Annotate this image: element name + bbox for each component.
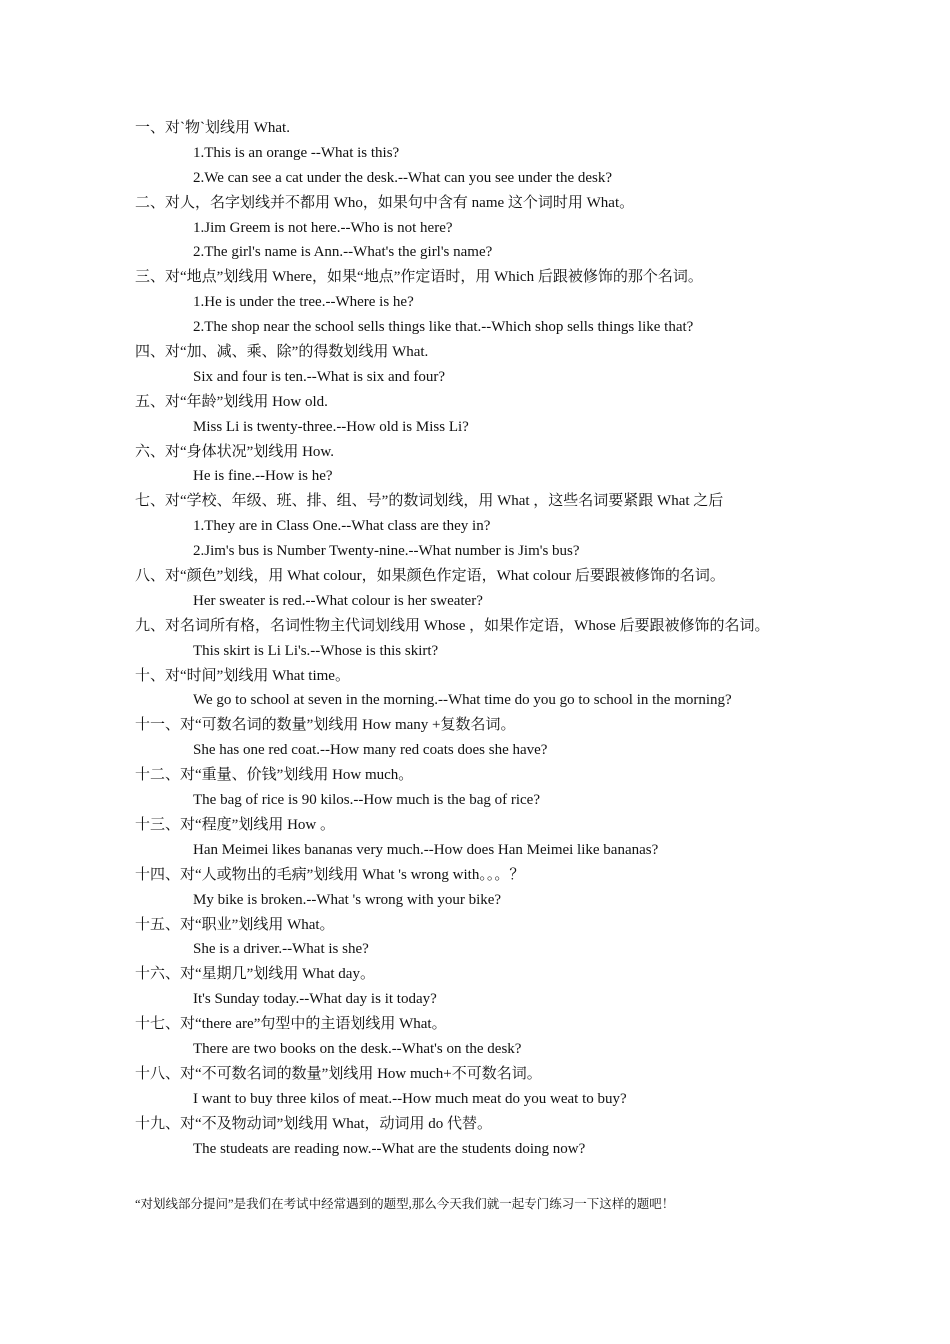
- section-heading: 十五、对“职业”划线用 What。: [135, 916, 335, 933]
- section-heading: 五、对“年龄”划线用 How old.: [135, 393, 328, 410]
- section-heading: 十二、对“重量、价钱”划线用 How much。: [135, 767, 414, 784]
- example-sentence: It's Sunday today.--What day is it today?: [193, 991, 437, 1008]
- section-heading: 八、对“颜色”划线，用 What colour，如果颜色作定语，What colour 后要跟被修饰的名词。: [135, 568, 725, 585]
- section-heading: 一、对`物`划线用 What.: [135, 120, 290, 136]
- example-sentence: I want to buy three kilos of meat.--How much meat do you weat to buy?: [193, 1090, 627, 1107]
- section-9: [135, 614, 925, 664]
- section-12: [135, 763, 925, 813]
- document-content: [135, 116, 925, 1161]
- section-19: [135, 1112, 925, 1162]
- example-sentence: She has one red coat.--How many red coats does she have?: [193, 742, 548, 759]
- example-sentence: The bag of rice is 90 kilos.--How much is the bag of rice?: [193, 792, 540, 809]
- example-sentence: This skirt is Li Li's.--Whose is this skirt?: [193, 642, 439, 659]
- section-13: [135, 813, 925, 863]
- section-heading: 三、对“地点”划线用 Where，如果“地点”作定语时，用 Which 后跟被修饰的那个名词。: [135, 269, 703, 286]
- section-8: [135, 564, 925, 614]
- example-sentence: My bike is broken.--What 's wrong with your bike?: [193, 891, 502, 908]
- example-sentence: Six and four is ten.--What is six and four?: [193, 368, 446, 385]
- example-sentence: Han Meimei likes bananas very much.--How does Han Meimei like bananas?: [193, 841, 659, 858]
- section-heading: 四、对“加、减、乘、除”的得数划线用 What.: [135, 344, 429, 361]
- example-sentence: We go to school at seven in the morning.--What time do you go to school in the morning?: [193, 692, 732, 709]
- section-16: [135, 962, 925, 1012]
- section-10: [135, 664, 925, 714]
- footer-note: “对划线部分提问”是我们在考试中经常遇到的题型,那么今天我们就一起专门练习一下这样的题吧！: [135, 1197, 675, 1211]
- section-heading: 十四、对“人或物出的毛病”划线用 What 's wrong with。。。？: [135, 866, 525, 883]
- section-14: [135, 863, 925, 913]
- example-sentence: 1.This is an orange --What is this?: [193, 144, 400, 161]
- example-sentence: 1.Jim Greem is not here.--Who is not here?: [193, 219, 453, 236]
- section-heading: 十八、对“不可数名词的数量”划线用 How much+不可数名词。: [135, 1065, 542, 1082]
- section-heading: 十六、对“星期几”划线用 What day。: [135, 966, 375, 983]
- example-sentence: 1.He is under the tree.--Where is he?: [193, 294, 414, 311]
- section-2: [135, 191, 925, 266]
- section-1: [135, 116, 925, 191]
- section-heading: 二、对人，名字划线并不都用 Who，如果句中含有 name 这个词时用 What。: [135, 194, 635, 211]
- section-6: [135, 440, 925, 490]
- section-11: [135, 713, 925, 763]
- example-sentence: 1.They are in Class One.--What class are they in?: [193, 518, 491, 535]
- section-heading: 十七、对“there are”句型中的主语划线用 What。: [135, 1016, 447, 1033]
- section-7: [135, 489, 925, 564]
- section-4: [135, 340, 925, 390]
- example-sentence: Miss Li is twenty-three.--How old is Miss Li?: [193, 418, 469, 435]
- example-sentence: Her sweater is red.--What colour is her sweater?: [193, 592, 483, 609]
- section-17: [135, 1012, 925, 1062]
- section-15: [135, 913, 925, 963]
- section-3: [135, 265, 925, 340]
- example-sentence: 2.We can see a cat under the desk.--What can you see under the desk?: [193, 169, 613, 186]
- section-heading: 九、对名词所有格，名词性物主代词划线用 Whose ，如果作定语，Whose 后要跟被修饰的名词。: [135, 617, 770, 634]
- section-heading: 十、对“时间”划线用 What time。: [135, 667, 350, 684]
- example-sentence: 2.The girl's name is Ann.--What's the girl's name?: [193, 244, 493, 261]
- example-sentence: 2.Jim's bus is Number Twenty-nine.--What number is Jim's bus?: [193, 543, 580, 560]
- example-sentence: She is a driver.--What is she?: [193, 941, 369, 958]
- example-sentence: 2.The shop near the school sells things like that.--Which shop sells things like that?: [193, 319, 694, 336]
- example-sentence: The studeats are reading now.--What are the students doing now?: [193, 1140, 586, 1157]
- section-heading: 十三、对“程度”划线用 How 。: [135, 816, 335, 833]
- section-5: [135, 390, 925, 440]
- section-heading: 十一、对“可数名词的数量”划线用 How many +复数名词。: [135, 717, 516, 734]
- example-sentence: He is fine.--How is he?: [193, 468, 333, 485]
- section-heading: 七、对“学校、年级、班、排、组、号”的数词划线，用 What ，这些名词要紧跟 What 之后: [135, 493, 724, 510]
- example-sentence: There are two books on the desk.--What's on the desk?: [193, 1040, 522, 1057]
- section-heading: 六、对“身体状况”划线用 How.: [135, 443, 335, 460]
- section-heading: 十九、对“不及物动词”划线用 What，动词用 do 代替。: [135, 1115, 493, 1132]
- section-18: [135, 1062, 925, 1112]
